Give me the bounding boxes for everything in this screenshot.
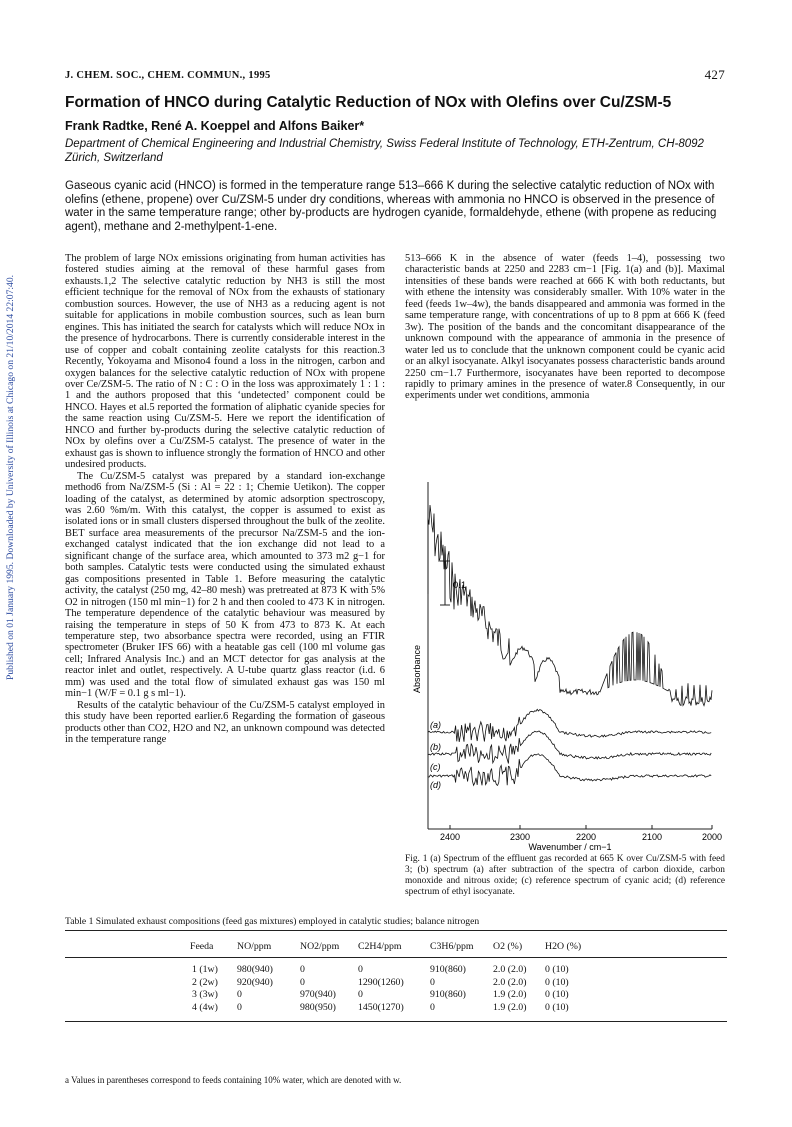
x-tick-label: 2300: [509, 832, 531, 842]
spectrum-figure: [400, 474, 730, 860]
table-cell: 0 (10): [545, 964, 569, 975]
table-header-cell: O2 (%): [493, 941, 523, 952]
spectrum-trace-d: [428, 754, 711, 786]
table-cell: 0 (10): [545, 989, 569, 1000]
table-cell: 0: [300, 964, 305, 975]
journal-citation: J. CHEM. SOC., CHEM. COMMUN., 1995: [65, 70, 271, 81]
table-cell: 970(940): [300, 989, 336, 1000]
spectrum-trace-b: [428, 709, 711, 742]
x-tick-label: 2200: [575, 832, 597, 842]
table-header-cell: C3H6/ppm: [430, 941, 474, 952]
table-header-cell: NO2/ppm: [300, 941, 340, 952]
spectrum-plot: [400, 474, 730, 854]
table-cell: 2 (2w): [192, 976, 218, 988]
author-list: Frank Radtke, René A. Koeppel and Alfons Baiker*: [65, 119, 365, 133]
table-cell: 1.9 (2.0): [493, 1001, 527, 1013]
x-tick-label: 2000: [701, 832, 723, 842]
affiliation: Department of Chemical Engineering and Industrial Chemistry, Swiss Federal Institute of Technology, ETH-Zentrum, CH-8092 Zürich, Switzerland: [65, 138, 704, 164]
trace-label: (c): [430, 762, 441, 772]
table-cell: 1.9 (2.0): [493, 989, 527, 1000]
table-rule: [65, 930, 727, 931]
table-footnote: a Values in parentheses correspond to feeds containing 10% water, which are denoted with w.: [65, 1075, 402, 1085]
y-axis-label: Absorbance: [412, 644, 422, 694]
download-watermark: [3, 200, 21, 700]
table-cell: 2.0 (2.0): [493, 964, 527, 975]
table-cell: 980(940): [237, 964, 273, 975]
table-cell: 910(860): [430, 989, 466, 1000]
table-cell: 0 (10): [545, 976, 569, 988]
abstract: Gaseous cyanic acid (HNCO) is formed in the temperature range 513–666 K during the selective catalytic reduction of NOx with olefins (ethene, propene) over Cu/ZSM-5 under dry conditions, whereas with ammonia no HNCO is observed in the presence of water in the same temperature range; other by-products are hydrogen cyanide, formaldehyde, ethene (with propene as reducing agent), methane and 2-methylpent-1-ene.: [65, 180, 717, 233]
table-cell: 920(940): [237, 976, 273, 988]
page-number: 427: [704, 67, 725, 82]
table-header-cell: H2O (%): [545, 941, 582, 952]
x-axis-label: Wavenumber / cm−1: [528, 842, 612, 852]
table-header-cell: C2H4/ppm: [358, 941, 402, 952]
spectrum-traces: [428, 505, 712, 785]
running-head: [65, 67, 725, 82]
trace-labels: [430, 720, 441, 790]
table-cell: 0: [237, 989, 242, 1000]
table-cell: 0: [300, 976, 305, 988]
trace-label: (b): [430, 742, 441, 752]
spectrum-trace-c: [428, 731, 711, 763]
table-title: Table 1 Simulated exhaust compositions (feed gas mixtures) employed in catalytic studies; balance nitrogen: [65, 916, 480, 927]
figure-caption: Fig. 1 (a) Spectrum of the effluent gas recorded at 665 K over Cu/ZSM-5 with feed 3; (b) spectrum (a) after subtraction of the spectra of carbon dioxide, carbon monoxide and nitrous oxide; (c) reference spectrum of cyanic acid; (d) reference spectrum of ethyl isocyanate.: [405, 854, 725, 897]
table-cell: 4 (4w): [192, 1001, 218, 1013]
body-column-right: [405, 253, 725, 402]
x-tick-label: 2100: [641, 832, 663, 842]
table-rule: [65, 957, 727, 958]
body-paragraph: 513–666 K in the absence of water (feeds 1–4), possessing two characteristic bands at 2250 and 2283 cm−1 [Fig. 1(a) and (b)]. Maximal intensities of these bands were reached at 666 K with both reductants, but with ethene the intensity was considerably smaller. With 10% water in the feed (feeds 1w–4w), the bands disappeared and ammonia was formed in the same temperature range, with concentrations of up to 8 ppm at 666 K (feed 3w). The position of the bands and the concomitant disappearance of the unknown compound with the appearance of ammonia in the presence of water led us to conclude that the unknown component could be cyanic acid or an alkyl isocyanate. Alkyl isocyanates possess characteristic bands around 2250 cm−1.7 Furthermore, isocyanates have been reported to decompose rapidly to primary amines in the presence of water.8 Consequently, in our experiments under wet conditions, ammonia: [405, 253, 725, 402]
x-tick-label: 2400: [439, 832, 461, 842]
table-cell: 0: [430, 1001, 435, 1013]
body-column-left: [65, 253, 385, 745]
table-cell: 910(860): [430, 964, 466, 975]
trace-label: (d): [430, 780, 441, 790]
table-cell: 1290(1260): [358, 976, 404, 988]
spectrum-trace-a: [428, 505, 712, 706]
table-cell: 0: [430, 976, 435, 988]
table-header-cell: NO/ppm: [237, 941, 272, 952]
table-rule: [65, 1021, 727, 1022]
table-cell: 980(950): [300, 1001, 336, 1013]
body-paragraph: The Cu/ZSM-5 catalyst was prepared by a standard ion-exchange method6 from Na/ZSM-5 (Si : Al = 22 : 1; Chemie Uetikon). The copper loading of the catalyst, as determined by atomic adsorption spectroscopy, was 2.60 %m/m. With this catalyst, the copper is assumed to exist as isolated ions or in small clusters dispersed throughout the bulk of the zeolite. BET surface area measurements of the precursor Na/ZSM-5 and the ion-exchanged catalyst indicated that the ion exchange did not lead to a significant change of the surface area, which amounted to 373 m2 g−1 for both samples. Catalytic tests were conducted using the simulated exhaust gas compositions presented in Table 1. Before measuring the catalytic activity, the catalyst (250 mg, 42–80 mesh) was pretreated at 873 K with 5% O2 in nitrogen (150 ml min−1) for 2 h and then cooled to 473 K in nitrogen. The temperature dependence of the catalytic behaviour was measured by raising the temperature in steps of 50 K from 473 to 873 K. At each temperature step, two absorbance spectra were recorded, using an FTIR spectrometer (Bruker IFS 66) with a heatable gas cell (100 ml volume gas cell; Infrared Analysis Inc.) and an MCT detector for gas analysis at the reactor inlet and outlet, respectively. A U-tube quartz glass reactor (i.d. 6 mm) was used and the total flow of simulated exhaust gas was 150 ml min−1 (W/F = 0.1 g s ml−1).: [65, 470, 385, 700]
table-cell: 0: [358, 964, 363, 975]
table-header-cell: Feeda: [190, 941, 214, 952]
body-paragraph: Results of the catalytic behaviour of the Cu/ZSM-5 catalyst employed in this study have been reported earlier.6 Regarding the formation of gaseous products other than CO2, H2O and N2, an unknown compound was detected in the temperature range: [65, 699, 385, 746]
table-cell: 1 (1w): [192, 964, 218, 975]
body-paragraph: The problem of large NOx emissions originating from human activities has fostered studies aiming at the removal of these harmful gases from exhausts.1,2 The selective catalytic reduction by NH3 is still the most efficient technique for the removal of NOx from the exhausts of stationary combustion sources. However, the use of NH3 as a reducing agent is not suitable for applications in mobile combustion sources, such as lean burn engines. This has initiated the search for catalysts which will reduce NOx in the presence of hydrocarbons. There is currently considerable interest in the use of copper and cobalt containing zeolite catalysts for this reaction.3 Recently, Yokoyama and Misono4 found a loss in the nitrogen, carbon and oxygen balances for the selective catalytic reduction of NOx with propene over Ce/ZSM-5. The ratio of N : C : O in the loss was approximately 1 : 1 : 1 and the authors proposed that this ‘undetected’ component could be HNCO. Hayes et al.5 reported the formation of aliphatic cyanide species for the same reaction using Cu/ZSM-5. Here we report the identification of HNCO and further by-products during the selective catalytic reduction of NOx by olefins over a Cu/ZSM-5 catalyst. The presence of water in the exhaust gas is shown to influence strongly the formation of HNCO and other undesired products.: [65, 253, 385, 471]
table-cell: 0 (10): [545, 1001, 569, 1013]
trace-label: (a): [430, 720, 441, 730]
table-cell: 0: [358, 989, 363, 1000]
table-cell: 3 (3w): [192, 989, 218, 1000]
scale-bar-label: 0.1: [453, 580, 467, 591]
article-title: Formation of HNCO during Catalytic Reduction of NOx with Olefins over Cu/ZSM-5: [65, 94, 672, 111]
table-cell: 2.0 (2.0): [493, 976, 527, 988]
table-cell: 1450(1270): [358, 1001, 404, 1013]
table-cell: 0: [237, 1001, 242, 1013]
x-tick-labels: [440, 825, 722, 842]
download-note: Published on 01 January 1995. Downloaded by University of Illinois at Chicago on 21/10/2014 22:07:40.: [5, 274, 16, 680]
